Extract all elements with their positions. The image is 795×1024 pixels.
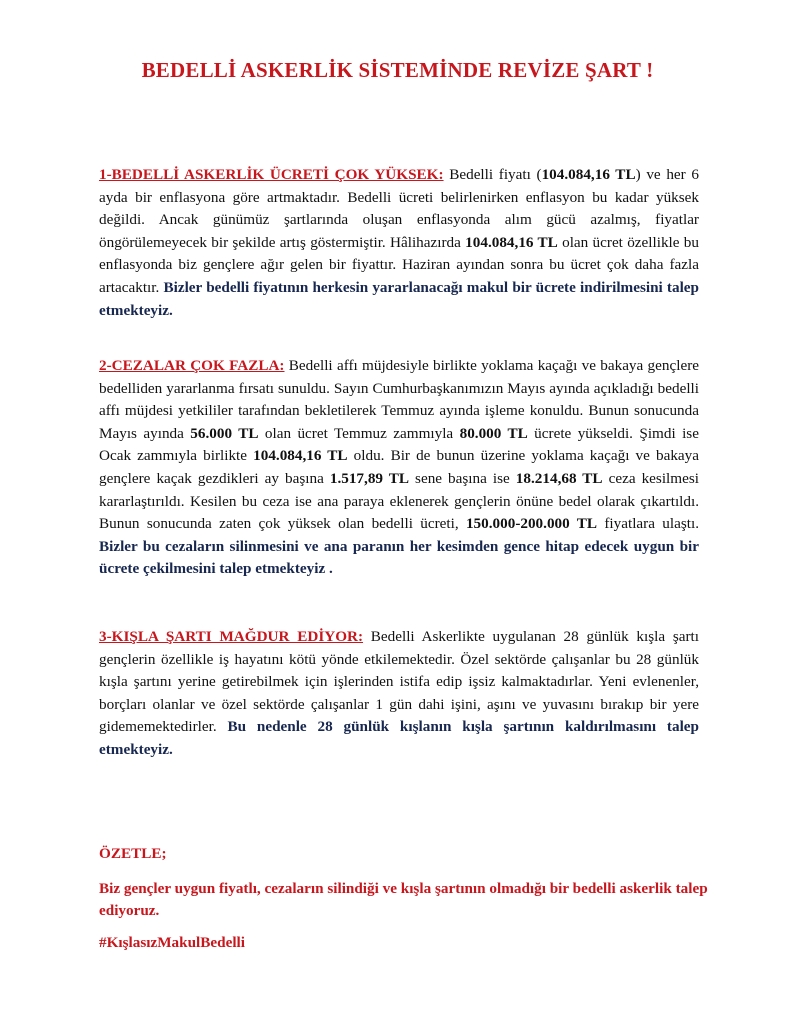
section-2-amount: 150.000-200.000 TL bbox=[465, 515, 598, 533]
section-1-text: ) ve her 6 ayda bir enflasyona göre artmaktadır. Bedelli ücreti belirlenirken enflasyon bu kadar yüksek değildi. Ancak günümüz şartlarında oluşan enflasyonda alım gücü azalmış, fiyatlar öngörülemeyecek bir şekilde artış göstermiştir. Hâlihazırda bbox=[99, 166, 699, 251]
section-3-demand: Bu nedenle 28 günlük kışlanın kışla şartının kaldırılmasını talep etmekteyiz. bbox=[99, 718, 699, 758]
section-1-price: 104.084,16 TL bbox=[541, 166, 636, 183]
section-2-amount: 56.000 TL bbox=[190, 424, 259, 442]
section-2-amount: 1.517,89 TL bbox=[329, 469, 410, 487]
section-2-amount: 80.000 TL bbox=[459, 424, 528, 442]
section-2-text: ücrete yükseldi. Şimdi ise Ocak zammıyla birlikte bbox=[99, 424, 699, 465]
section-1-price: 104.084,16 TL bbox=[465, 233, 558, 251]
summary-heading: ÖZETLE; bbox=[99, 845, 167, 862]
section-1-text: Bedelli fiyatı ( bbox=[443, 166, 542, 183]
section-2-text: Bedelli affı müjdesiyle birlikte yoklama kaçağı ve bakaya gençlere bedelliden yararlanma fırsatı sunuldu. Sayın Cumhurbaşkanımızın Mayıs ayında açıkladığı bedelli affı müjdesi yetkililer tarafından bekletilerek Temmuz ayında işleme konuldu. Bunun sonucunda Mayıs ayında bbox=[99, 357, 699, 442]
section-2-demand: Bizler bu cezaların silinmesini ve ana paranın her kesimden gence hitap edecek uygun bir ücrete çekilmesini talep etmekteyiz . bbox=[99, 537, 699, 578]
section-2-text: oldu. Bir de bunun üzerine yoklama kaçağı ve bakaya gençlere kaçak gezdikleri ay başına bbox=[99, 447, 699, 487]
section-3 bbox=[99, 626, 699, 762]
section-3-text: Bedelli Askerlikte uygulanan 28 günlük kışla şartı gençlerin özellikle iş hayatını kötü yönde etkilemektedir. Özel sektörde çalışanlar bu 28 günlük kışla şartını yerine getirebilmek için işlerinden istifa edip işsiz kalmaktadırlar. Yeni evlenenler, borçları olanlar ve özel sektörde çalışanlar 1 gün dahi işini, aşını ve yuvasını bırakıp bir yere gidememektedirler. bbox=[99, 628, 699, 736]
summary-text: Biz gençler uygun fiyatlı, cezaların silindiği ve kışla şartının olmadığı bir bedelli askerlik talep ediyoruz. bbox=[99, 880, 708, 919]
section-2-heading: 2-CEZALAR ÇOK FAZLA: bbox=[99, 357, 285, 374]
hashtag: #KışlasızMakulBedelli bbox=[99, 934, 245, 951]
section-2-amount: 104.084,16 TL bbox=[253, 447, 348, 465]
section-1 bbox=[99, 164, 699, 322]
section-2-text: sene başına ise bbox=[409, 469, 516, 487]
section-2-text: fiyatlara ulaştı. bbox=[597, 515, 699, 533]
section-2-text: ceza kesilmesi kararlaştırıldı. Kesilen bu ceza ise ana paraya eklenerek gençlerin önüne bedel olarak çıkartıldı. Bunun sonucunda zaten çok yüksek olan bedelli ücreti, bbox=[99, 469, 699, 533]
section-2 bbox=[99, 355, 699, 581]
section-1-heading: 1-BEDELLİ ASKERLİK ÜCRETİ ÇOK YÜKSEK: bbox=[99, 166, 444, 183]
section-1-text: olan ücret özellikle bu enflasyonda biz gençlere ağır gelen bir fiyattır. Haziran ayından sonra bu ücret çok daha fazla artacaktır. bbox=[99, 233, 699, 296]
section-1-demand: Bizler bedelli fiyatının herkesin yararlanacağı makul bir ücrete indirilmesini talep etmekteyiz. bbox=[99, 278, 699, 319]
section-2-text: olan ücret Temmuz zammıyla bbox=[258, 424, 460, 442]
document-title: BEDELLİ ASKERLİK SİSTEMİNDE REVİZE ŞART ! bbox=[141, 58, 654, 82]
section-3-heading: 3-KIŞLA ŞARTI MAĞDUR EDİYOR: bbox=[99, 628, 364, 645]
section-2-amount: 18.214,68 TL bbox=[515, 469, 603, 487]
